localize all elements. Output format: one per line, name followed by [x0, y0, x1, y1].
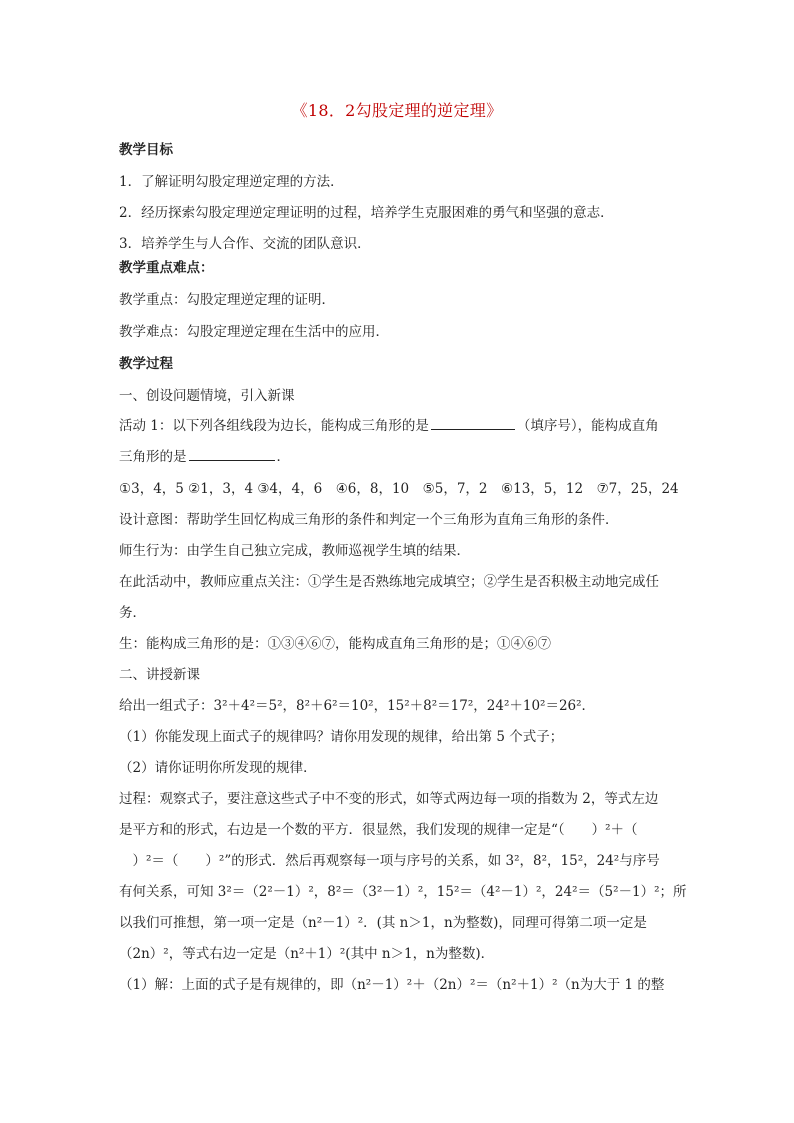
- answer-blank-right-triangles[interactable]: [189, 447, 275, 461]
- difficult-point: 教学难点：勾股定理逆定理在生活中的应用．: [119, 324, 389, 340]
- document-title: 《18．2勾股定理的逆定理》: [291, 101, 503, 120]
- goal-3: 3．培养学生与人合作、交流的团队意识．: [119, 236, 371, 252]
- process-line-3: ）²＝（ ）²”的形式．然后再观察每一项与序号的关系，如 3²，8²，15²，24²与序号: [119, 853, 660, 869]
- key-point: 教学重点：勾股定理逆定理的证明．: [119, 292, 335, 308]
- heading-teaching-process: 教学过程: [119, 356, 173, 372]
- goal-1: 1．了解证明勾股定理逆定理的方法．: [119, 174, 344, 190]
- activity-1-text-c: 三角形的是: [119, 449, 187, 465]
- activity-1-line-2: [119, 447, 679, 467]
- process-line-2: 是平方和的形式，右边是一个数的平方．很显然，我们发现的规律一定是“（ ）²＋（: [119, 822, 638, 838]
- activity-1-text-a: 活动 1：以下列各组线段为边长，能构成三角形的是: [119, 418, 429, 434]
- question-1: （1）你能发现上面式子的规律吗？请你用发现的规律，给出第 5 个式子；: [119, 729, 564, 745]
- activity-1-text-d: ．: [276, 449, 290, 465]
- activity-1-text-b: （填序号），能构成直角: [516, 418, 659, 434]
- answer-blank-triangles[interactable]: [431, 416, 515, 430]
- given-formulas: 给出一组式子：3²＋4²＝5²，8²＋6²＝10²，15²＋8²＝17²，24²＋10²＝26²．: [119, 698, 596, 714]
- section-1-heading: 一、创设问题情境，引入新课: [119, 388, 295, 404]
- activity-1-line-1: [119, 416, 679, 436]
- process-line-4: 有何关系，可知 3²＝（2²－1）²，8²＝（3²－1）²，15²＝（4²－1）²，24²＝（5²－1）²；所: [119, 884, 687, 900]
- process-line-1: 过程：观察式子，要注意这些式子中不变的形式，如等式两边每一项的指数为 2，等式左边: [119, 791, 659, 807]
- focus-line-2: 务．: [119, 605, 146, 621]
- teacher-student-behavior: 师生行为：由学生自己独立完成，教师巡视学生填的结果．: [119, 543, 470, 559]
- process-line-6: （2n）²，等式右边一定是（n²＋1）²(其中 n＞1，n为整数)．: [119, 946, 495, 962]
- process-line-5: 以我们可推想，第一项一定是（n²－1）²．(其 n＞1，n为整数)，同理可得第二项一定是: [119, 915, 647, 931]
- focus-line-1: 在此活动中，教师应重点关注：①学生是否熟练地完成填空；②学生是否积极主动地完成任: [119, 574, 659, 590]
- goal-2: 2．经历探索勾股定理逆定理证明的过程，培养学生克服困难的勇气和坚强的意志．: [119, 205, 614, 221]
- design-intent: 设计意图：帮助学生回忆构成三角形的条件和判定一个三角形为直角三角形的条件．: [119, 512, 619, 528]
- section-2-heading: 二、讲授新课: [119, 667, 200, 683]
- heading-teaching-goals: 教学目标: [119, 142, 173, 158]
- question-2: （2）请你证明你所发现的规律．: [119, 760, 317, 776]
- heading-key-points: 教学重点难点：: [119, 260, 214, 276]
- student-answer: 生：能构成三角形的是：①③④⑥⑦，能构成直角三角形的是；①④⑥⑦: [119, 636, 551, 652]
- solution-line-1: （1）解：上面的式子是有规律的，即（n²－1）²＋（2n）²＝（n²＋1）²（n为大于 1 的整: [119, 977, 665, 993]
- segment-options: ①3，4，5 ②1，3，4 ③4，4，6 ④6，8，10 ⑤5，7，2 ⑥13，5，12 ⑦7，25，24: [119, 481, 679, 497]
